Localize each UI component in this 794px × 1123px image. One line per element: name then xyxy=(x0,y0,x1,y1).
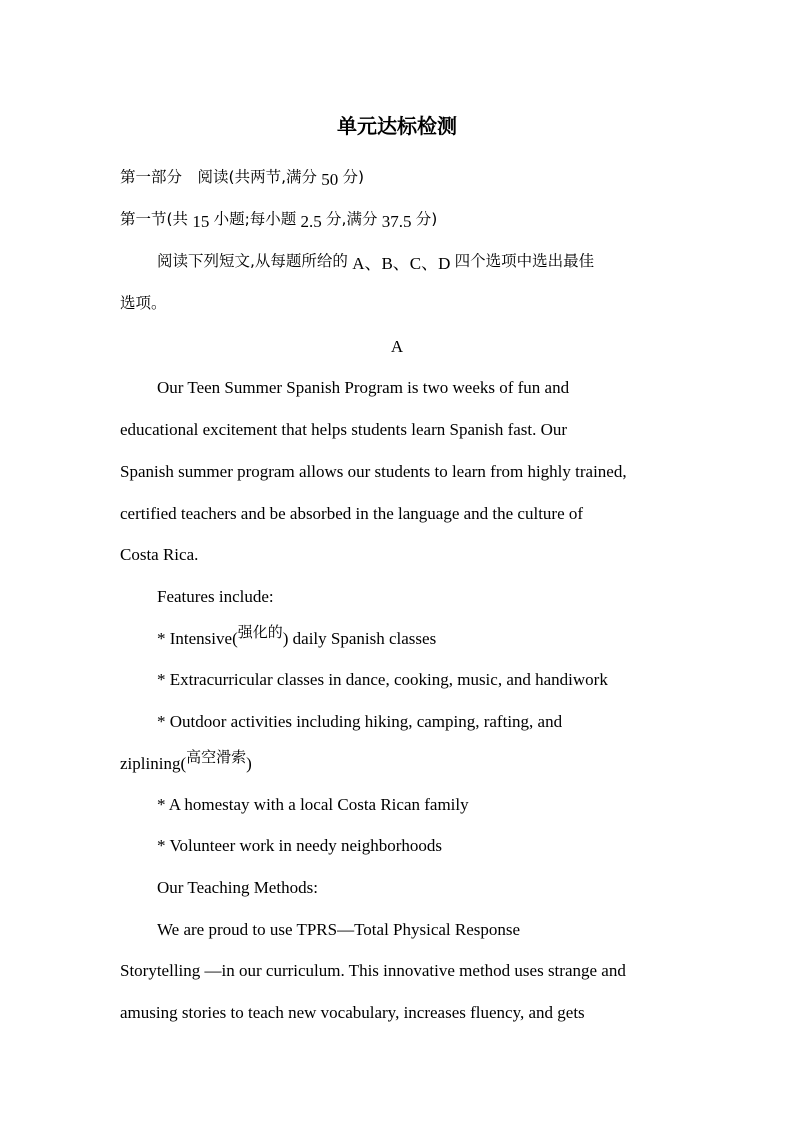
gloss-annotation: 高空滑索 xyxy=(186,748,247,766)
part-heading-label: 第一部分 xyxy=(120,168,183,186)
feature-item-intensive xyxy=(0,623,794,650)
paragraph-line: educational excitement that helps students learn Spanish fast. Our xyxy=(120,420,568,439)
feature-item-text: * Intensive( xyxy=(157,629,238,648)
section-heading xyxy=(0,208,794,230)
feature-item-homestay: * A homestay with a local Costa Rican family xyxy=(157,795,469,814)
instruction-line-2 xyxy=(0,292,794,314)
feature-item-text: ziplining( xyxy=(120,754,187,773)
paragraph-line: Our Teen Summer Spanish Program is two weeks of fun and xyxy=(157,378,570,397)
part-heading-text: 阅读(共两节,满分 xyxy=(197,168,318,186)
feature-item-volunteer: * Volunteer work in needy neighborhoods xyxy=(157,836,443,855)
instruction-line-2-text: 选项。 xyxy=(120,294,167,312)
feature-item-outdoor-continued xyxy=(0,748,794,775)
instruction-options: A、B、C、D xyxy=(347,254,455,273)
instruction-line-1 xyxy=(0,250,794,272)
paragraph-line: Spanish summer program allows our students to learn from highly trained, xyxy=(120,462,627,481)
feature-item-extracurricular: * Extracurricular classes in dance, cooking, music, and handiwork xyxy=(157,670,608,689)
part-heading-score: 50 xyxy=(317,170,343,189)
paragraph-line: amusing stories to teach new vocabulary, increases fluency, and gets xyxy=(120,1003,585,1022)
part-heading xyxy=(0,166,794,188)
paragraph-line: Costa Rica. xyxy=(120,545,199,564)
section-heading-n1: 15 xyxy=(188,212,214,231)
paragraph-line: certified teachers and be absorbed in the language and the culture of xyxy=(120,504,584,523)
passage-label: A xyxy=(390,337,404,356)
feature-item-text: ) xyxy=(246,754,252,773)
part-heading-gap xyxy=(182,168,198,186)
section-heading-n2: 2.5 xyxy=(296,212,327,231)
gloss-annotation: 强化的 xyxy=(237,623,283,641)
instruction-c: 四个选项中选出最佳 xyxy=(454,252,595,270)
feature-item-outdoor: * Outdoor activities including hiking, camping, rafting, and xyxy=(157,712,563,731)
part-heading-unit: 分) xyxy=(342,168,365,186)
section-heading-d: 分) xyxy=(415,210,438,228)
methods-heading: Our Teaching Methods: xyxy=(157,878,318,897)
page-title: 单元达标检测 xyxy=(337,114,457,138)
section-heading-a: 第一节(共 xyxy=(120,210,189,228)
paragraph-line: Storytelling —in our curriculum. This innovative method uses strange and xyxy=(120,961,626,980)
paragraph-line: We are proud to use TPRS—Total Physical Response xyxy=(157,920,521,939)
instruction-a: 阅读下列短文,从每题所给的 xyxy=(157,252,348,270)
section-heading-n3: 37.5 xyxy=(377,212,416,231)
section-heading-b: 小题;每小题 xyxy=(213,210,297,228)
features-heading: Features include: xyxy=(157,587,274,606)
feature-item-text: ) daily Spanish classes xyxy=(282,629,437,648)
section-heading-c: 分,满分 xyxy=(326,210,378,228)
